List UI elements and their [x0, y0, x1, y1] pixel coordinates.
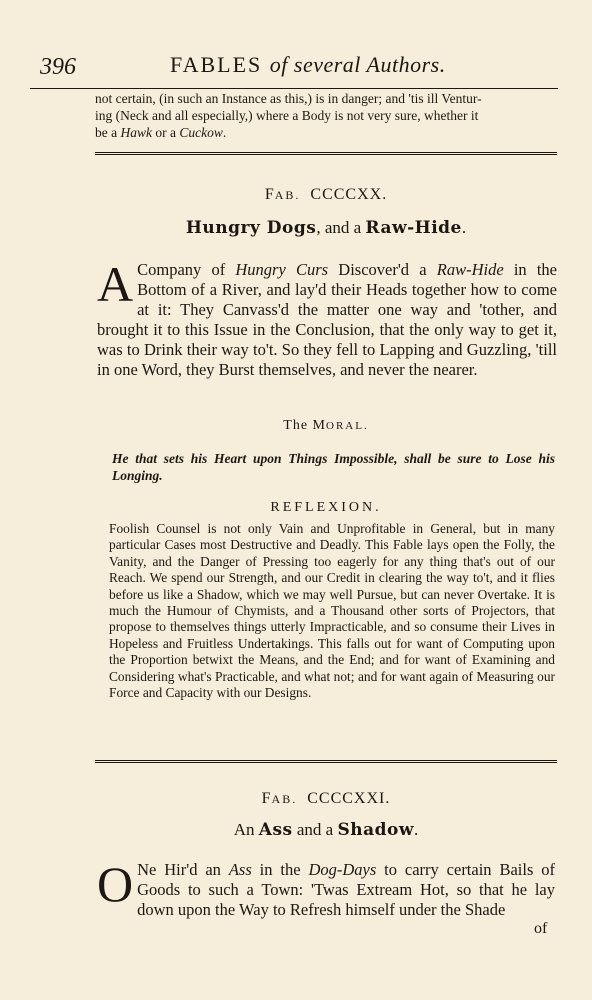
fable-label: F [264, 186, 275, 203]
cuckow-word: Cuckow [179, 125, 223, 140]
fable-text-c: in the Bottom of a River, and lay'd their Heads together how to come at it: They Canvass'd the matter one way and 'tother, and brought it to this Issue in the Conclusion, that the only way to get it, was to Drink their way to't. So they fell to Lapping and Guzzling, 'till in one Word, they Burst themselves, and never the nearer. [97, 260, 558, 379]
fable-number-heading [95, 790, 557, 808]
drop-cap: O [97, 856, 134, 912]
fable-number-heading [95, 186, 557, 204]
fable-title [95, 218, 557, 238]
fable-title-part-a: Ass [258, 820, 293, 840]
fable-label-small: AB. [274, 188, 301, 202]
hawk-word: Hawk [120, 125, 152, 140]
fable-text-c: to carry certain Bails of Goods to such a Town: 'Twas Extream Hot, so that he lay down upon the Way to Refresh himself under the Shade [137, 860, 556, 919]
page-number: 396 [40, 54, 76, 80]
continued-period: . [222, 125, 227, 140]
fable-title [95, 820, 557, 840]
drop-cap: A [97, 256, 134, 312]
fable-text [97, 256, 558, 380]
fable-text [97, 856, 556, 920]
fable-text-a: Company of [137, 260, 236, 279]
fable-text-hide: Raw-Hide [436, 260, 504, 279]
reflexion-heading: REFLEXION. [270, 500, 382, 515]
fable-label-small: AB. [271, 792, 298, 806]
fable-number: CCCCXXI. [307, 790, 391, 807]
moral-label-a: The M [283, 418, 326, 433]
fable-title-end: . [461, 218, 467, 237]
fable-title-part-b: Raw-Hide [365, 218, 462, 238]
fable-number: CCCCXX. [310, 186, 388, 203]
section-separator [95, 760, 557, 763]
continued-line-2: ing (Neck and all especially,) where a Body is not very sure, whether it [95, 108, 479, 123]
fable-title-pre: An [233, 820, 259, 839]
fable-title-end: . [413, 820, 419, 839]
moral-text: He that sets his Heart upon Things Impossible, shall be sure to Lose his Longing. [112, 451, 555, 483]
continued-line-1: not certain, (in such an Instance as this,) is in danger; and 'tis ill Ventur- [95, 91, 482, 106]
fable-text-b: in the [251, 860, 309, 879]
section-separator [95, 152, 557, 155]
continued-line-3: be a [95, 125, 121, 140]
fable-text-curs: Hungry Curs [235, 260, 329, 279]
running-head [170, 52, 446, 78]
continued-or: or a [151, 125, 180, 140]
fable-title-part-a: Hungry Dogs [185, 218, 317, 238]
fable-title-part-b: Shadow [337, 820, 414, 840]
fable-title-mid: , and a [316, 218, 366, 237]
moral-label-b: ORAL. [326, 420, 369, 432]
moral-heading [95, 418, 557, 434]
fable-text-b: Discover'd a [328, 260, 437, 279]
fable-text-dog-days: Dog-Days [308, 860, 377, 879]
fable-text-a: Ne Hir'd an [137, 860, 229, 879]
header-rule [30, 88, 558, 89]
running-head-italic: of several Authors. [269, 52, 446, 77]
page-header [40, 48, 560, 88]
fable-label: F [261, 790, 272, 807]
continued-text [95, 90, 557, 141]
fable-text-ass: Ass [228, 860, 252, 879]
reflexion-text: Foolish Counsel is not only Vain and Unprofitable in General, but in many particular Cases most Destructive and Deadly. This Fable lays open the Folly, the Vanity, and the Danger of Pressing too eagerly for any thing that's out of our Reach. We spend our Strength, and our Credit in clearing the way to't, and it flies before us like a Shadow, which we may well Pursue, but can never Overtake. It is much the Humour of Chymists, and a Thousand other sorts of Projectors, that propose to themselves things utterly Impracticable, and so consume their Lives in Hopeless and Fruitless Undertakings. This falls out for want of Computing upon the Proportion betwixt the Means, and the End; and for want of Examining and Considering what's Practicable, and what not; and for want again of Measuring our Force and Capacity with our Designs. [109, 521, 555, 701]
catchword: of [534, 920, 548, 937]
running-head-caps: FABLES [170, 52, 263, 77]
fable-title-mid: and a [292, 820, 338, 839]
